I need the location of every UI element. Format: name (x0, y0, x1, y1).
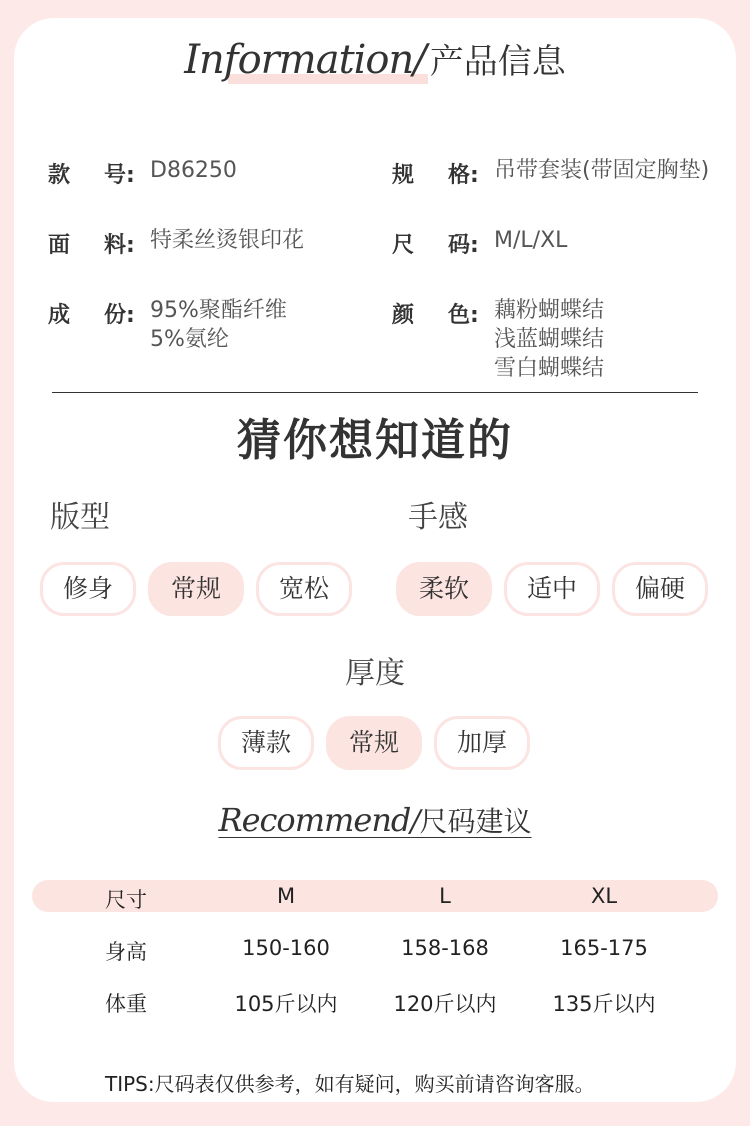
option-feel-hard[interactable]: 偏硬 (612, 562, 708, 616)
field-label: 号: (104, 163, 135, 188)
field-label: 格: (448, 163, 479, 188)
field-value: 藕粉蝴蝶结 (494, 298, 605, 323)
option-feel-medium[interactable]: 适中 (504, 562, 600, 616)
category-thickness: 厚度 (345, 656, 405, 691)
info-title (0, 34, 750, 84)
category-feel: 手感 (408, 500, 468, 535)
header-m: M (276, 884, 296, 908)
recommend-title (0, 800, 750, 840)
option-fit-slim[interactable]: 修身 (40, 562, 136, 616)
table-cell: 158-168 (401, 936, 489, 960)
field-label: 色: (448, 303, 479, 328)
option-fit-regular[interactable]: 常规 (148, 562, 244, 616)
info-title-sep: / (413, 37, 426, 83)
option-fit-loose[interactable]: 宽松 (256, 562, 352, 616)
table-cell: 135斤以内 (552, 992, 656, 1016)
option-thickness-thin[interactable]: 薄款 (218, 716, 314, 770)
table-cell: 105斤以内 (234, 992, 338, 1016)
field-value: 95%聚酯纤维 (150, 298, 287, 323)
header-l: L (439, 884, 451, 908)
size-tips: TIPS:尺码表仅供参考，如有疑问，购买前请咨询客服。 (105, 1072, 595, 1096)
field-value: 吊带套装(带固定胸垫) (494, 158, 710, 183)
recommend-title-cn: 尺码建议 (419, 805, 532, 838)
table-cell: 165-175 (560, 936, 648, 960)
row-label-weight: 体重 (105, 992, 147, 1016)
field-value: 特柔丝烫银印花 (150, 228, 305, 253)
field-label: 成 (48, 303, 71, 328)
option-thickness-regular[interactable]: 常规 (326, 716, 422, 770)
field-value: M/L/XL (494, 228, 568, 253)
table-cell: 150-160 (242, 936, 330, 960)
field-label: 面 (48, 233, 71, 258)
field-label: 份: (104, 303, 135, 328)
guess-title: 猜你想知道的 (237, 415, 513, 466)
row-label-height: 身高 (105, 940, 147, 964)
recommend-title-sep: / (410, 804, 420, 839)
field-value: D86250 (150, 158, 237, 183)
field-label: 颜 (392, 303, 415, 328)
option-thickness-thick[interactable]: 加厚 (434, 716, 530, 770)
info-title-cn: 产品信息 (429, 42, 566, 82)
section-divider (52, 392, 698, 393)
option-feel-soft[interactable]: 柔软 (396, 562, 492, 616)
field-value: 雪白蝴蝶结 (494, 356, 605, 381)
field-label: 规 (392, 163, 415, 188)
category-fit: 版型 (50, 500, 110, 535)
field-value: 5%氨纶 (150, 327, 229, 352)
field-label: 尺 (392, 233, 415, 258)
header-size: 尺寸 (105, 888, 147, 912)
table-cell: 120斤以内 (393, 992, 497, 1016)
recommend-title-en: Recommend (218, 801, 411, 839)
field-value: 浅蓝蝴蝶结 (494, 327, 605, 352)
header-xl: XL (590, 884, 618, 908)
field-label: 码: (448, 233, 479, 258)
info-title-en: Information (184, 37, 414, 83)
field-label: 料: (104, 233, 135, 258)
field-label: 款 (48, 163, 71, 188)
